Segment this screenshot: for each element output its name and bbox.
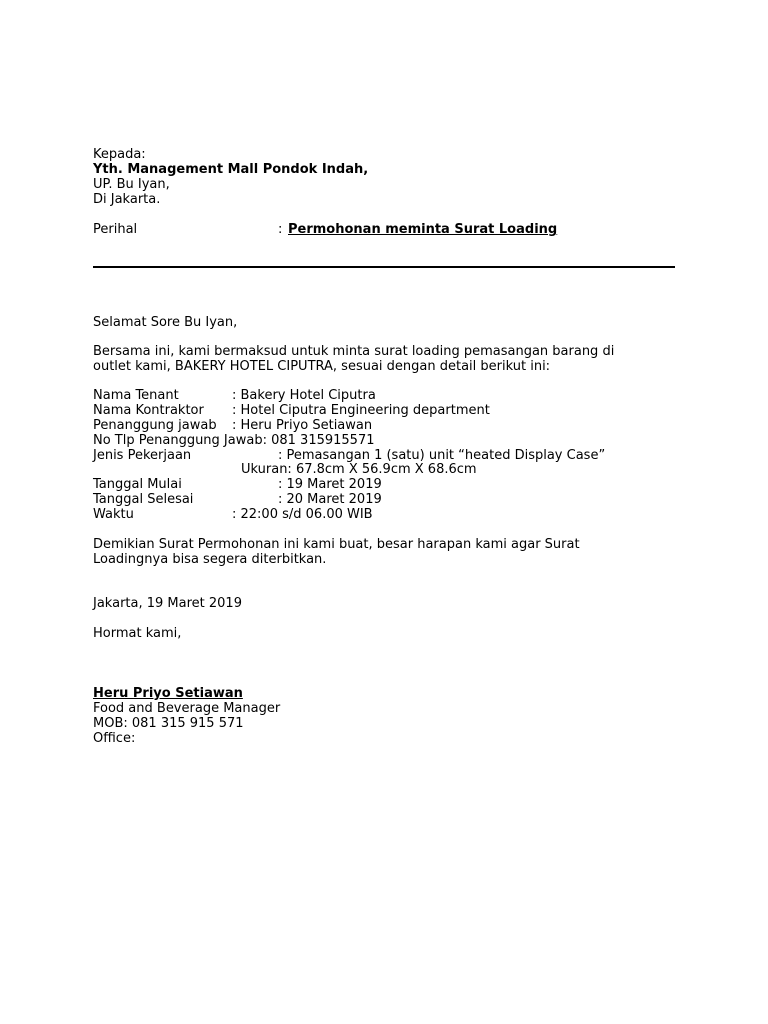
regards: Hormat kami,	[93, 626, 182, 641]
recipient-city: Di Jakarta.	[93, 192, 161, 207]
salutation: Selamat Sore Bu Iyan,	[93, 315, 238, 330]
detail-time-label: Waktu	[93, 507, 134, 522]
intro-line-2: outlet kami, BAKERY HOTEL CIPUTRA, sesuai dengan detail berikut ini:	[93, 359, 551, 374]
detail-contractor-value: : Hotel Ciputra Engineering department	[232, 403, 490, 418]
recipient-attention: UP. Bu Iyan,	[93, 177, 170, 192]
detail-time-value: : 22:00 s/d 06.00 WIB	[232, 507, 373, 522]
signature-title: Food and Beverage Manager	[93, 701, 281, 716]
subject-label: Perihal	[93, 222, 138, 237]
detail-work-type-label: Jenis Pekerjaan	[93, 448, 192, 463]
header-divider	[93, 266, 675, 268]
subject-text: Permohonan meminta Surat Loading	[288, 222, 558, 237]
detail-size: Ukuran: 67.8cm X 56.9cm X 68.6cm	[241, 462, 477, 477]
detail-start-date-label: Tanggal Mulai	[93, 477, 182, 492]
place-date: Jakarta, 19 Maret 2019	[93, 596, 242, 611]
detail-end-date-value: : 20 Maret 2019	[278, 492, 382, 507]
recipient-addressee: Yth. Management Mall Pondok Indah,	[93, 162, 369, 177]
detail-tenant-value: : Bakery Hotel Ciputra	[232, 388, 376, 403]
detail-work-type-value: : Pemasangan 1 (satu) unit “heated Display Case”	[278, 448, 606, 463]
subject-colon: :	[278, 222, 283, 237]
detail-start-date-value: : 19 Maret 2019	[278, 477, 382, 492]
detail-pic-label: Penanggung jawab	[93, 418, 217, 433]
detail-end-date-label: Tanggal Selesai	[93, 492, 194, 507]
signature-name: Heru Priyo Setiawan	[93, 686, 243, 701]
closing-line-2: Loadingnya bisa segera diterbitkan.	[93, 552, 327, 567]
closing-line-1: Demikian Surat Permohonan ini kami buat, besar harapan kami agar Surat	[93, 537, 580, 552]
detail-phone: No Tlp Penanggung Jawab: 081 315915571	[93, 433, 375, 448]
detail-tenant-label: Nama Tenant	[93, 388, 179, 403]
detail-pic-value: : Heru Priyo Setiawan	[232, 418, 373, 433]
recipient-greeting: Kepada:	[93, 147, 146, 162]
signature-office: Office:	[93, 731, 136, 746]
intro-line-1: Bersama ini, kami bermaksud untuk minta surat loading pemasangan barang di	[93, 344, 615, 359]
detail-contractor-label: Nama Kontraktor	[93, 403, 204, 418]
signature-mobile: MOB: 081 315 915 571	[93, 716, 244, 731]
